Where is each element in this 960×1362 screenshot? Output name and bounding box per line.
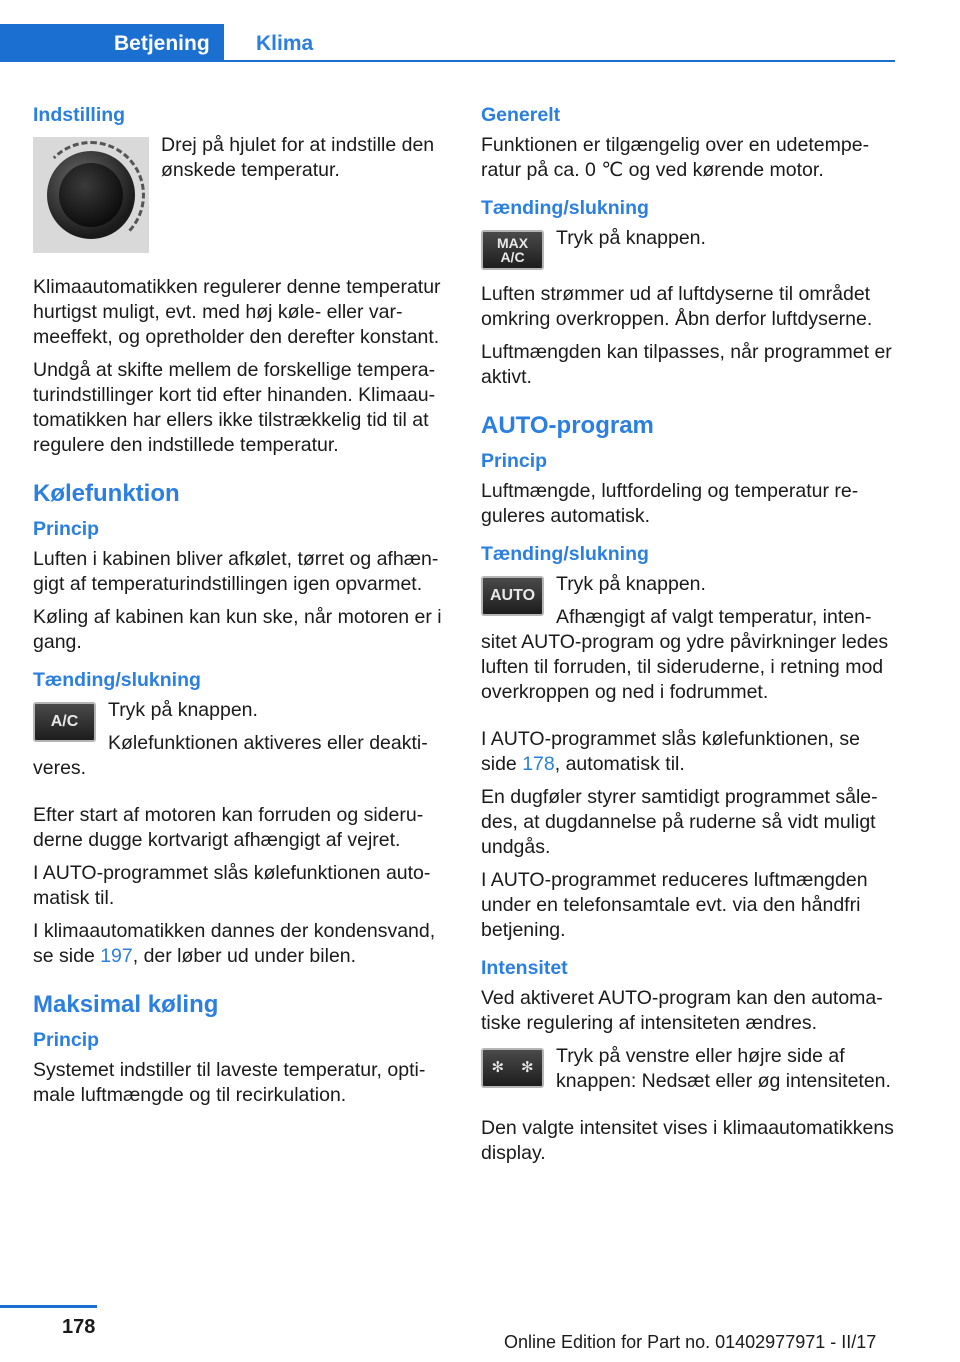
p5-post: , der løber ud under bilen. [132,945,357,967]
heading-princip-1: Princip [33,518,100,540]
footer-edition: Online Edition for Part no. 01402977971 - II/17 [504,1332,877,1352]
auto-button-label: AUTO [489,587,536,604]
fan-low-icon: ✻ [491,1059,505,1076]
heading-taending-1: Tænding/slukning [33,669,201,691]
heading-maksimal-koling: Maksimal køling [33,991,219,1018]
auto-text-1: Tryk på knappen. [556,573,706,595]
left-paragraph-1: Klimaautomatikken regulerer denne temperatur hurtigst muligt, evt. med høj køle- eller varmeeffekt, og opretholder den derefter konstant. [33,276,441,348]
tab-klima[interactable]: Klima [256,32,314,55]
ac-text-2: Kølefunktionen aktiveres eller deaktiveres. [33,732,428,779]
p3-pre: I AUTO-programmet slås kølefunktionen, se side [481,728,860,775]
right-paragraph-1: Luften strømmer ud af luftdyserne til området omkring overkroppen. Åbn derfor luftdyserne. [481,283,873,330]
p3-post: , automatisk til. [554,753,685,775]
ac-button-label: A/C [50,713,79,730]
p5-pre: I klimaautomatikken dannes der kondensvand, se side [33,920,436,967]
fan-high-icon: ✻ [520,1059,534,1076]
max-ac-button-image [481,230,544,270]
header-divider [0,60,895,62]
page-header [0,0,960,64]
ac-figure-row [33,698,448,795]
right-paragraph-4: En dugføler styrer samtidigt programmet således, at dugdannelse på ruderne så vidt muligt undgås. [481,786,878,858]
ac-button-image [33,702,96,742]
heading-auto-program: AUTO-program [481,412,654,439]
heading-taending-2: Tænding/slukning [481,197,649,219]
heading-generelt: Generelt [481,104,561,126]
heading-indstilling: Indstilling [33,104,126,126]
right-paragraph-2: Luftmængden kan tilpasses, når programmet er aktivt. [481,341,892,388]
right-paragraph-3 [481,727,896,777]
page-number: 178 [62,1316,96,1338]
left-paragraph-4: I AUTO-programmet slås kølefunktionen automatisk til. [33,862,431,909]
auto-text-2: Afhængigt af valgt temperatur, intensitet AUTO-program og ydre påvirkninger ledes luften til forruden, til sideruderne, i retning mod overkroppen og ned i fodrummet. [481,606,889,703]
heading-intensitet: Intensitet [481,957,568,979]
tab-betjening[interactable]: Betjening [0,24,224,62]
max-ac-text: Tryk på knappen. [556,227,706,249]
right-column [481,100,896,1174]
max-ac-figure-row [481,226,896,274]
auto-button-image [481,576,544,616]
princip-2-paragraph: Systemet indstiller til laveste temperatur, optimale luftmængde og til recirkulation. [33,1059,426,1106]
right-paragraph-5: I AUTO-programmet reduceres luftmængden under en telefonsamtale evt. via den håndfri betjening. [481,869,868,941]
max-ac-label-2: A/C [500,249,525,265]
intensitet-paragraph: Ved aktiveret AUTO-program kan den automatiske regulering af intensiteten ændres. [481,987,883,1034]
fan-text: Tryk på venstre eller højre side af knappen: Nedsæt eller øg intensiteten. [556,1045,891,1092]
fan-intensity-button-image [481,1048,544,1088]
auto-figure-row [481,572,896,719]
max-ac-label-1: MAX [496,235,529,251]
indstilling-figure-row [33,133,448,257]
heading-princip-3: Princip [481,450,548,472]
right-paragraph-6: Den valgte intensitet vises i klimaautomatikkens display. [481,1117,894,1164]
heading-kolefunktion: Kølefunktion [33,480,180,507]
left-column [33,100,448,1116]
footer-divider [0,1305,97,1308]
left-paragraph-5 [33,919,448,969]
page-link-178[interactable]: 178 [522,753,555,775]
temperature-knob-image [33,137,149,253]
princip-1-paragraph-1: Luften i kabinen bliver afkølet, tørret og afhængigt af temperaturindstillingen igen opvarmet. [33,548,439,595]
indstilling-text: Drej på hjulet for at indstille den ønskede temperatur. [161,134,435,181]
fan-figure-row [481,1044,896,1108]
heading-princip-2: Princip [33,1029,100,1051]
knob-inner-dial [59,163,123,227]
page-link-197[interactable]: 197 [100,945,133,967]
heading-taending-3: Tænding/slukning [481,543,649,565]
princip-1-paragraph-2: Køling af kabinen kan kun ske, når motoren er i gang. [33,606,442,653]
left-paragraph-2: Undgå at skifte mellem de forskellige temperaturindstillinger kort tid efter hinanden. Klimaautomatikken har ellers ikke tilstrækkelig tid til at regulere den indstillede temperatur. [33,359,436,456]
left-paragraph-3: Efter start af motoren kan forruden og sideruderne dugge kortvarigt afhængigt af vejret. [33,804,424,851]
ac-text-1: Tryk på knappen. [108,699,258,721]
princip-3-paragraph: Luftmængde, luftfordeling og temperatur reguleres automatisk. [481,480,859,527]
generelt-paragraph: Funktionen er tilgængelig over en udetemperatur på ca. 0 ℃ og ved kørende motor. [481,134,870,181]
